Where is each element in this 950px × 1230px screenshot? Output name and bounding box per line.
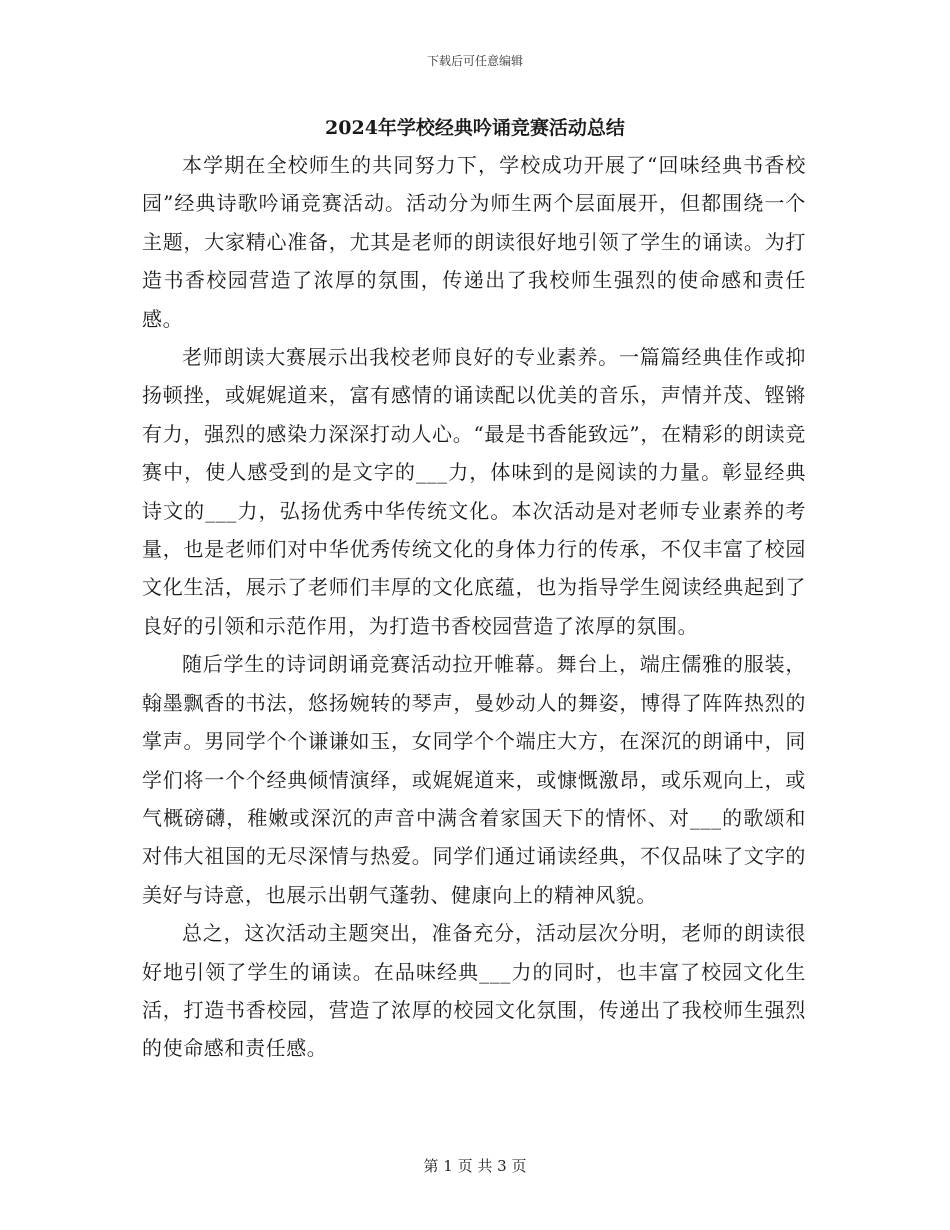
paragraph-3: 随后学生的诗词朗诵竞赛活动拉开帷幕。舞台上，端庄儒雅的服装，翰墨飘香的书法，悠扬婉转的琴声，曼妙动人的舞姿，博得了阵阵热烈的掌声。男同学个个谦谦如玉，女同学个个端庄大方，在深沉的朗诵中，同学们将一个个经典倾情演绎，或娓娓道来，或慷慨激昂，或乐观向上，或气概磅礴，稚嫩或深沉的声音中满含着家国天下的情怀、对___的歌颂和对伟大祖国的无尽深情与热爱。同学们通过诵读经典，不仅品味了文字的美好与诗意，也展示出朝气蓬勃、健康向上的精神风貌。	[142, 652, 806, 907]
paragraph-2: 老师朗读大赛展示出我校老师良好的专业素养。一篇篇经典佳作或抑扬顿挫，或娓娓道来，富有感情的诵读配以优美的音乐，声情并茂、铿锵有力，强烈的感染力深深打动人心。“最是书香能致远”，在精彩的朗读竞赛中，使人感受到的是文字的___力，体味到的是阅读的力量。彰显经典诗文的___力，弘扬优秀中华传统文化。本次活动是对老师专业素养的考量，也是老师们对中华优秀传统文化的身体力行的传承，不仅丰富了校园文化生活，展示了老师们丰厚的文化底蕴，也为指导学生阅读经典起到了良好的引领和示范作用，为打造书香校园营造了浓厚的氛围。	[142, 345, 806, 638]
paragraph-1: 本学期在全校师生的共同努力下，学校成功开展了“回味经典书香校园”经典诗歌吟诵竞赛活动。活动分为师生两个层面展开，但都围绕一个主题，大家精心准备，尤其是老师的朗读很好地引领了学生的诵读。为打造书香校园营造了浓厚的氛围，传递出了我校师生强烈的使命感和责任感。	[142, 153, 806, 331]
document-body	[142, 146, 806, 1068]
paragraph-4: 总之，这次活动主题突出，准备充分，活动层次分明，老师的朗读很好地引领了学生的诵读。在品味经典___力的同时，也丰富了校园文化生活，打造书香校园，营造了浓厚的校园文化氛围，传递出了我校师生强烈的使命感和责任感。	[142, 921, 806, 1061]
page-number-footer: 第 1 页 共 3 页	[423, 1157, 527, 1175]
page-header-note: 下载后可任意编辑	[426, 54, 523, 68]
document-title: 2024年学校经典吟诵竞赛活动总结	[325, 117, 625, 139]
